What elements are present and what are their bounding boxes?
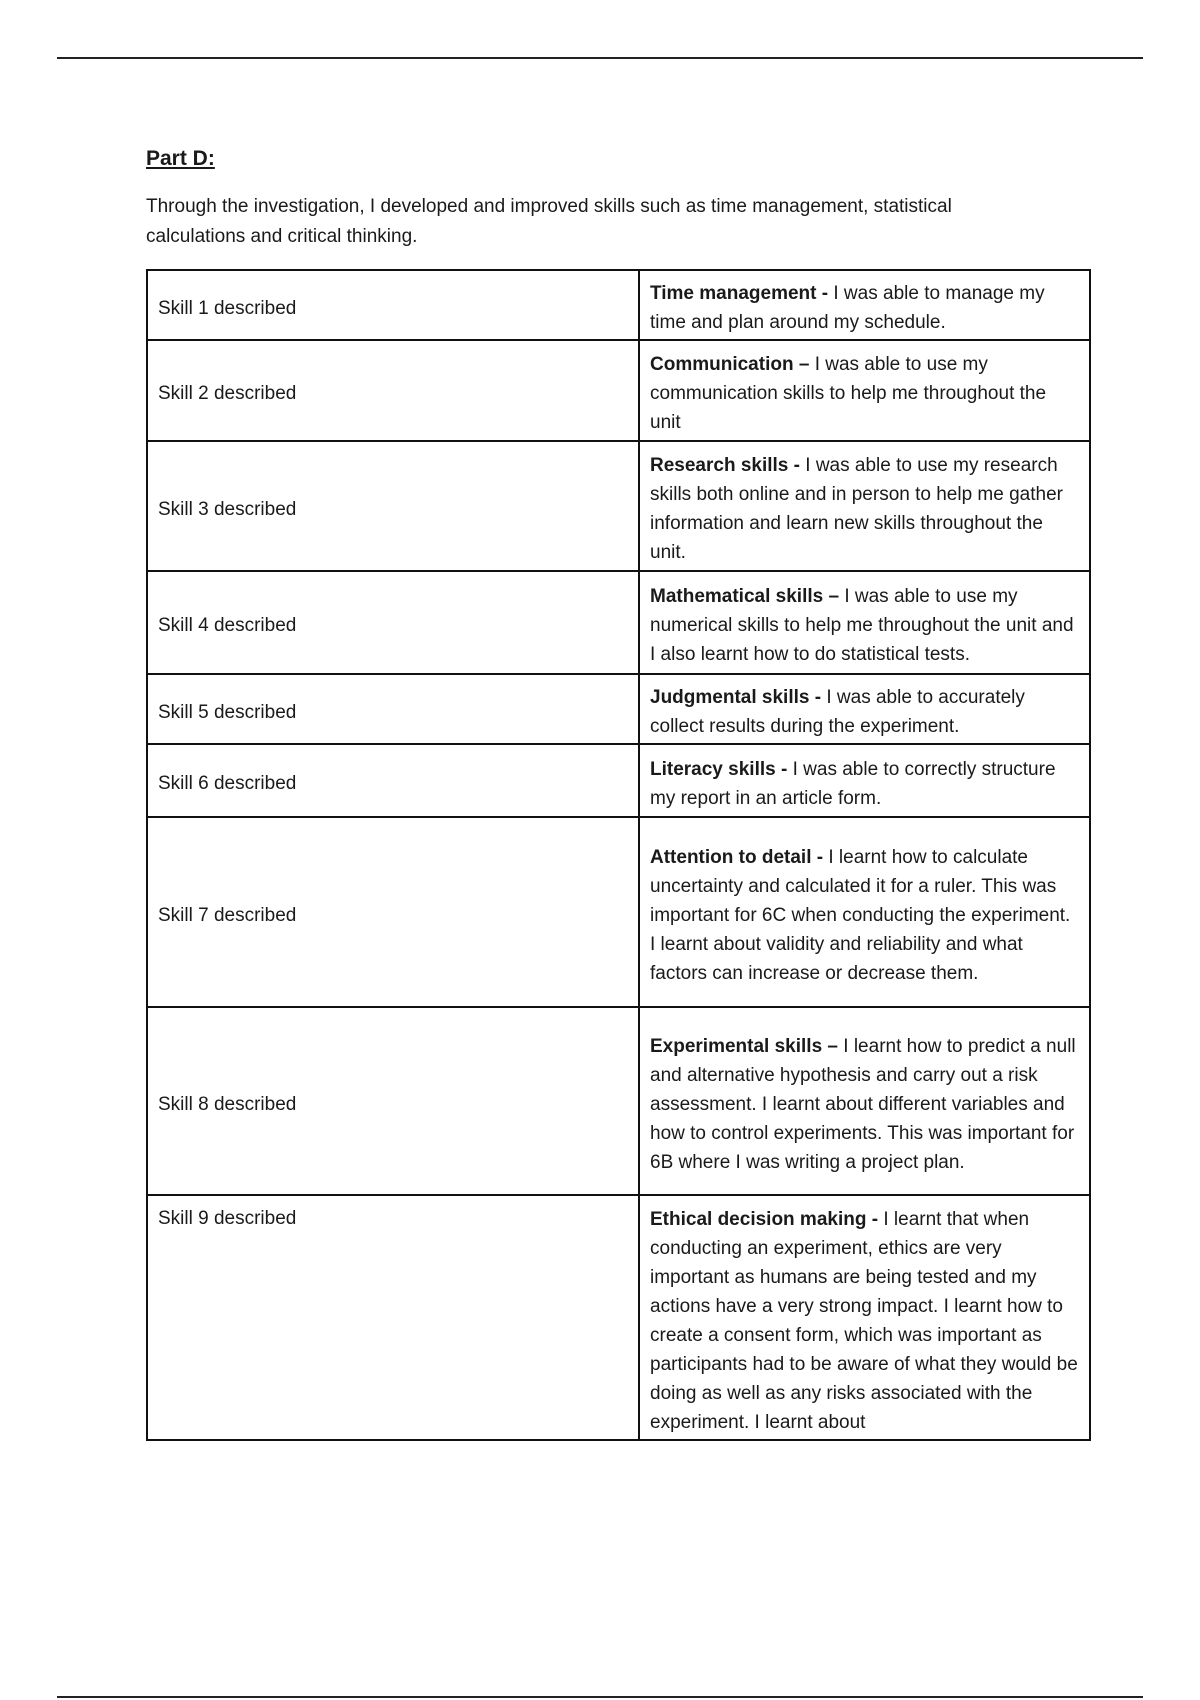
section-heading: Part D: — [146, 147, 215, 170]
skill-label: Skill 3 described — [147, 441, 639, 571]
skill-label: Skill 4 described — [147, 571, 639, 674]
skill-text: I was able to accurately collect results during the experiment. — [650, 687, 1025, 737]
skill-separator: – — [823, 586, 845, 607]
skill-separator: - — [809, 687, 827, 708]
table-row — [147, 744, 1090, 817]
skill-label: Skill 7 described — [147, 817, 639, 1007]
skill-text: I learnt that when conducting an experiment, ethics are very important as humans are being tested and my actions have a very strong impact. I learnt how to create a consent form, which was important as participants had to be aware of what they would be doing as well as any risks associated with the experiment. I learnt about — [650, 1208, 1078, 1433]
skill-separator: – — [822, 1035, 844, 1057]
skill-name: Literacy skills — [650, 758, 776, 780]
skill-label: Skill 8 described — [147, 1007, 639, 1195]
skill-separator: – — [793, 354, 815, 375]
skill-text: I was able to use my communication skills to help me throughout the unit — [650, 354, 1047, 433]
skill-description-cell — [639, 441, 1090, 571]
skill-name: Judgmental skills — [650, 687, 810, 708]
skill-name: Research skills — [650, 455, 789, 476]
skill-description-cell — [639, 571, 1090, 674]
table-row — [147, 1195, 1090, 1440]
skill-description-cell — [639, 1007, 1090, 1195]
table-row — [147, 1007, 1090, 1195]
table-row — [147, 270, 1090, 340]
skill-separator: - — [816, 283, 834, 304]
skill-name: Communication — [650, 354, 794, 375]
skill-name: Experimental skills — [650, 1035, 823, 1057]
skill-text: I learnt how to predict a null and alternative hypothesis and carry out a risk assessment. I learnt about different variables and how to control experiments. This was important for 6B where I was writing a project plan. — [650, 1035, 1076, 1173]
skill-description-cell — [639, 1195, 1090, 1440]
table-row — [147, 441, 1090, 571]
page-bottom-rule — [57, 1696, 1143, 1698]
skill-separator: - — [866, 1208, 884, 1230]
skill-name: Attention to detail — [650, 846, 812, 868]
skill-name: Mathematical skills — [650, 586, 824, 607]
table-row — [147, 817, 1090, 1007]
skill-separator: - — [775, 758, 793, 780]
page-top-rule — [57, 57, 1143, 59]
skill-label: Skill 6 described — [147, 744, 639, 817]
skills-table — [146, 269, 1091, 1441]
skill-label: Skill 9 described — [147, 1195, 639, 1440]
skill-label: Skill 1 described — [147, 270, 639, 340]
skill-separator: - — [811, 846, 829, 868]
skill-text: I was able to use my numerical skills to help me throughout the unit and I also learnt how to do statistical tests. — [650, 586, 1074, 665]
table-row — [147, 674, 1090, 744]
skill-description-cell — [639, 270, 1090, 340]
skill-name: Time management — [650, 283, 817, 304]
table-row — [147, 571, 1090, 674]
skill-separator: - — [788, 455, 806, 476]
skill-text: I learnt how to calculate uncertainty and calculated it for a ruler. This was important for 6C when conducting the experiment. I learnt about validity and reliability and what factors can increase or decrease them. — [650, 846, 1071, 984]
skill-description-cell — [639, 340, 1090, 441]
skill-text: I was able to correctly structure my report in an article form. — [650, 758, 1056, 809]
skill-text: I was able to use my research skills both online and in person to help me gather information and learn new skills throughout the unit. — [650, 455, 1063, 563]
intro-paragraph: Through the investigation, I developed and improved skills such as time management, statistical calculations and critical thinking. — [146, 196, 952, 247]
skill-label: Skill 5 described — [147, 674, 639, 744]
skill-description-cell — [639, 817, 1090, 1007]
skill-description-cell — [639, 744, 1090, 817]
skill-description-cell — [639, 674, 1090, 744]
skill-text: I was able to manage my time and plan around my schedule. — [650, 283, 1045, 333]
skill-label: Skill 2 described — [147, 340, 639, 441]
table-row — [147, 340, 1090, 441]
skill-name: Ethical decision making — [650, 1208, 867, 1230]
